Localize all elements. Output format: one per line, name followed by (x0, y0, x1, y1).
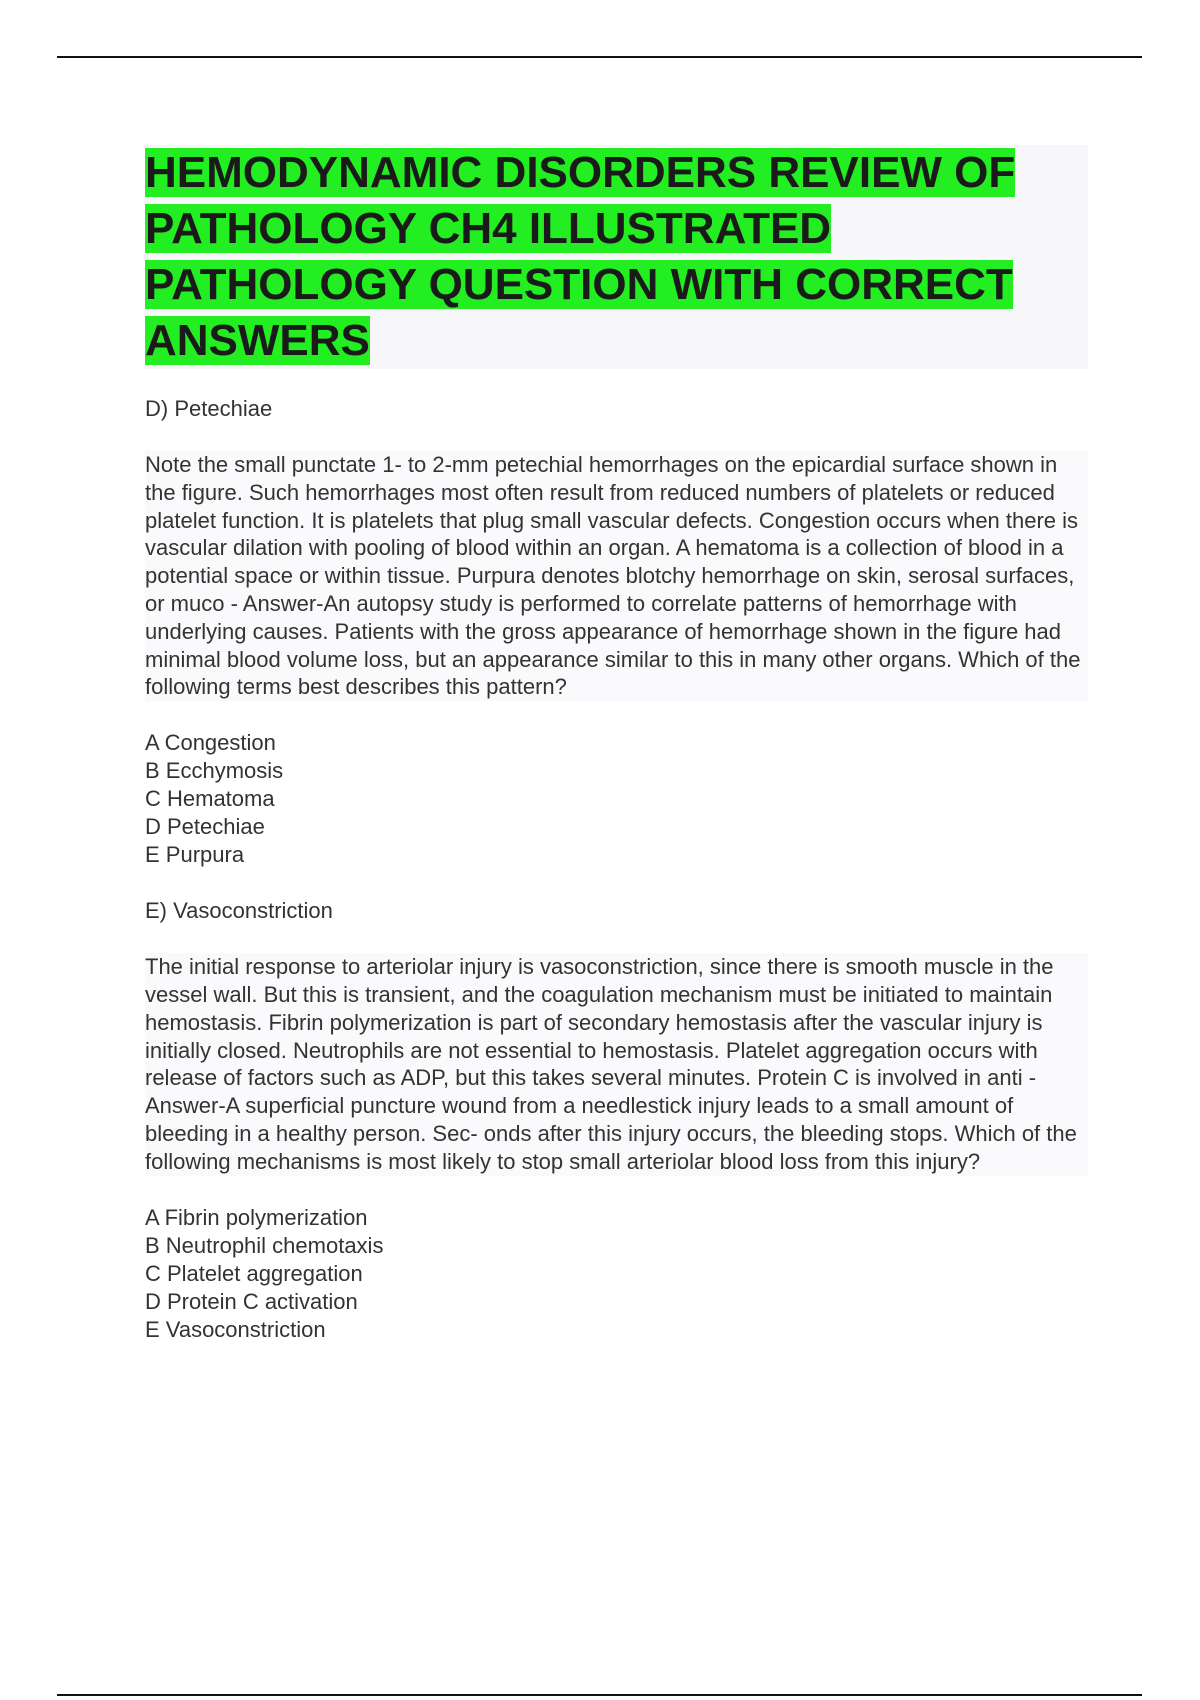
option-c: C Platelet aggregation (145, 1260, 363, 1286)
document-title (145, 145, 1088, 369)
document-body (145, 145, 1088, 1372)
explanation-text: The initial response to arteriolar injury is vasoconstriction, since there is smooth muscle in the vessel wall. But this is transient, and the coagulation mechanism must be initiated to maintain hemostasis. Fibrin polymerization is part of secondary hemostasis after the vascular injury is initially closed. Neutrophils are not essential to hemostasis. Platelet aggregation occurs with release of factors such as ADP, but this takes several minutes. Protein C is involved in anti - Answer-A superficial puncture wound from a needlestick injury leads to a small amount of bleeding in a healthy person. Sec- onds after this injury occurs, the bleeding stops. Which of the following mechanisms is most likely to stop small arteriolar blood loss from this injury? (145, 953, 1088, 1175)
question-2 (145, 897, 1088, 1343)
title-block (145, 145, 1088, 369)
bottom-divider (57, 1694, 1142, 1696)
answer-options (145, 1204, 1088, 1344)
option-a: A Fibrin polymerization (145, 1204, 368, 1230)
option-c: C Hematoma (145, 786, 275, 812)
option-e: E Vasoconstriction (145, 1316, 326, 1342)
option-d: D Protein C activation (145, 1288, 358, 1314)
explanation-text: Note the small punctate 1- to 2-mm petechial hemorrhages on the epicardial surface shown in the figure. Such hemorrhages most often result from reduced numbers of platelets or reduced platelet function. It is platelets that plug small vascular defects. Congestion occurs when there is vascular dilation with pooling of blood within an organ. A hematoma is a collection of blood in a potential space or within tissue. Purpura denotes blotchy hemorrhage on skin, serosal surfaces, or muco - Answer-An autopsy study is performed to correlate patterns of hemorrhage with underlying causes. Patients with the gross appearance of hemorrhage shown in the figure had minimal blood volume loss, but an appearance similar to this in many other organs. Which of the following terms best describes this pattern? (145, 451, 1088, 701)
answer-options (145, 729, 1088, 869)
top-divider (57, 56, 1142, 58)
title-highlight: HEMODYNAMIC DISORDERS REVIEW OF PATHOLOGY CH4 ILLUSTRATED PATHOLOGY QUESTION WITH CORRECT ANSWERS (145, 148, 1016, 365)
correct-answer: E) Vasoconstriction (145, 898, 333, 924)
option-b: B Neutrophil chemotaxis (145, 1232, 384, 1258)
option-b: B Ecchymosis (145, 758, 284, 784)
question-1 (145, 395, 1088, 869)
option-d: D Petechiae (145, 814, 265, 840)
option-e: E Purpura (145, 842, 245, 868)
option-a: A Congestion (145, 730, 276, 756)
correct-answer: D) Petechiae (145, 396, 273, 421)
